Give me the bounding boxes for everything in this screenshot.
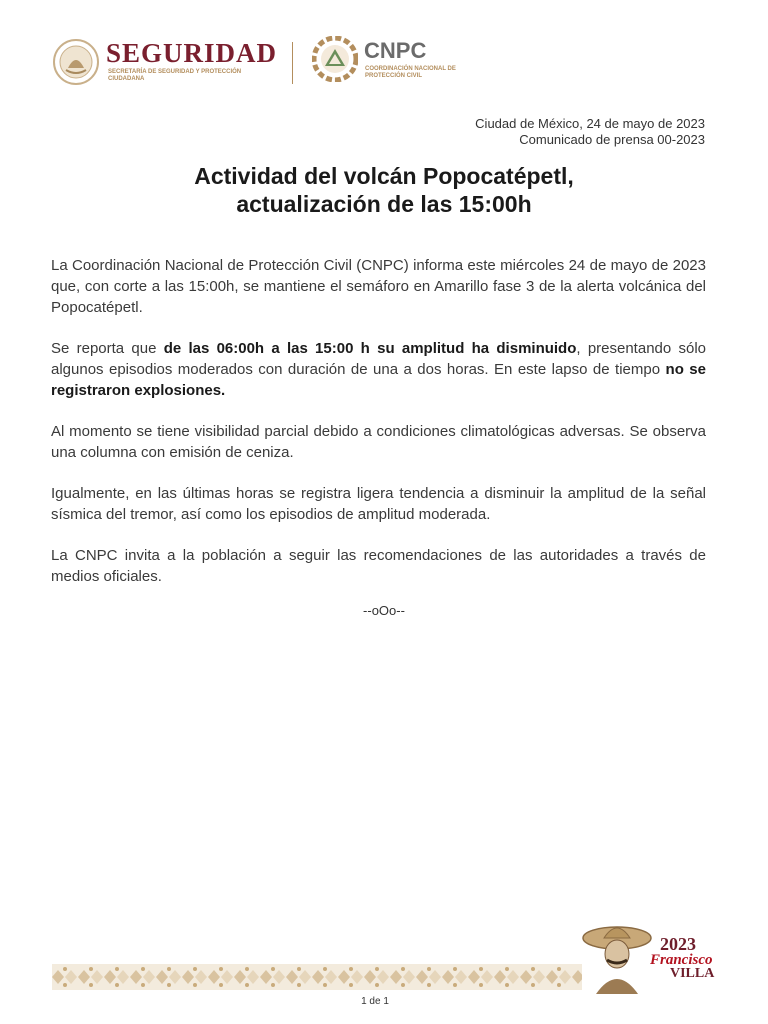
letterhead <box>52 36 472 92</box>
closing-mark: --oOo-- <box>363 603 405 618</box>
document-body <box>51 255 706 607</box>
paragraph-2 <box>51 338 706 401</box>
release-number: Comunicado de prensa 00-2023 <box>519 132 705 147</box>
decorative-pattern-band <box>52 964 582 990</box>
document-title <box>0 162 768 218</box>
place-date: Ciudad de México, 24 de mayo de 2023 <box>475 116 705 131</box>
p2-bold-explosions: no se registraron explosiones. <box>51 361 706 399</box>
villa-first-name: Francisco <box>650 952 713 968</box>
cnpc-logo-icon <box>312 36 358 82</box>
header-divider <box>292 42 293 84</box>
title-line-1: Actividad del volcán Popocatépetl, <box>194 163 574 189</box>
title-line-2: actualización de las 15:00h <box>236 191 532 217</box>
villa-year: 2023 <box>660 934 696 954</box>
p2-bold-amplitude: de las 06:00h a las 15:00 h su amplitud ha disminuido <box>163 340 577 357</box>
seguridad-subtitle: SECRETARÍA DE SEGURIDAD Y PROTECCIÓN CIUDADANA <box>108 69 242 82</box>
coat-of-arms-icon <box>52 38 100 86</box>
page-number: 1 de 1 <box>361 996 389 1007</box>
villa-last-name: VILLA <box>670 966 715 981</box>
cnpc-wordmark: CNPC <box>364 38 427 63</box>
francisco-villa-portrait-icon <box>582 916 652 994</box>
seguridad-wordmark: SEGURIDAD <box>106 38 278 68</box>
paragraph-5: La CNPC invita a la población a seguir las recomendaciones de las autoridades a través de medios oficiales. <box>51 547 706 585</box>
p2-text-c: , presentando sólo algunos episodios moderados con duración de una a dos horas. En este lapso de tiempo <box>51 340 706 378</box>
cnpc-subtitle: COORDINACIÓN NACIONAL DE PROTECCIÓN CIVIL <box>365 66 456 79</box>
paragraph-1: La Coordinación Nacional de Protección Civil (CNPC) informa este miércoles 24 de mayo de 2023 que, con corte a las 15:00h, se mantiene el semáforo en Amarillo fase 3 de la alerta volcánica del Popocatépetl. <box>51 257 706 316</box>
paragraph-4: Igualmente, en las últimas horas se registra ligera tendencia a disminuir la amplitud de la señal sísmica del tremor, así como los episodios de amplitud moderada. <box>51 485 706 523</box>
p2-text-a: Se reporta que <box>51 340 164 357</box>
paragraph-3: Al momento se tiene visibilidad parcial debido a condiciones climatológicas adversas. Se observa una columna con emisión de ceniza. <box>51 423 706 461</box>
release-meta <box>475 116 705 148</box>
